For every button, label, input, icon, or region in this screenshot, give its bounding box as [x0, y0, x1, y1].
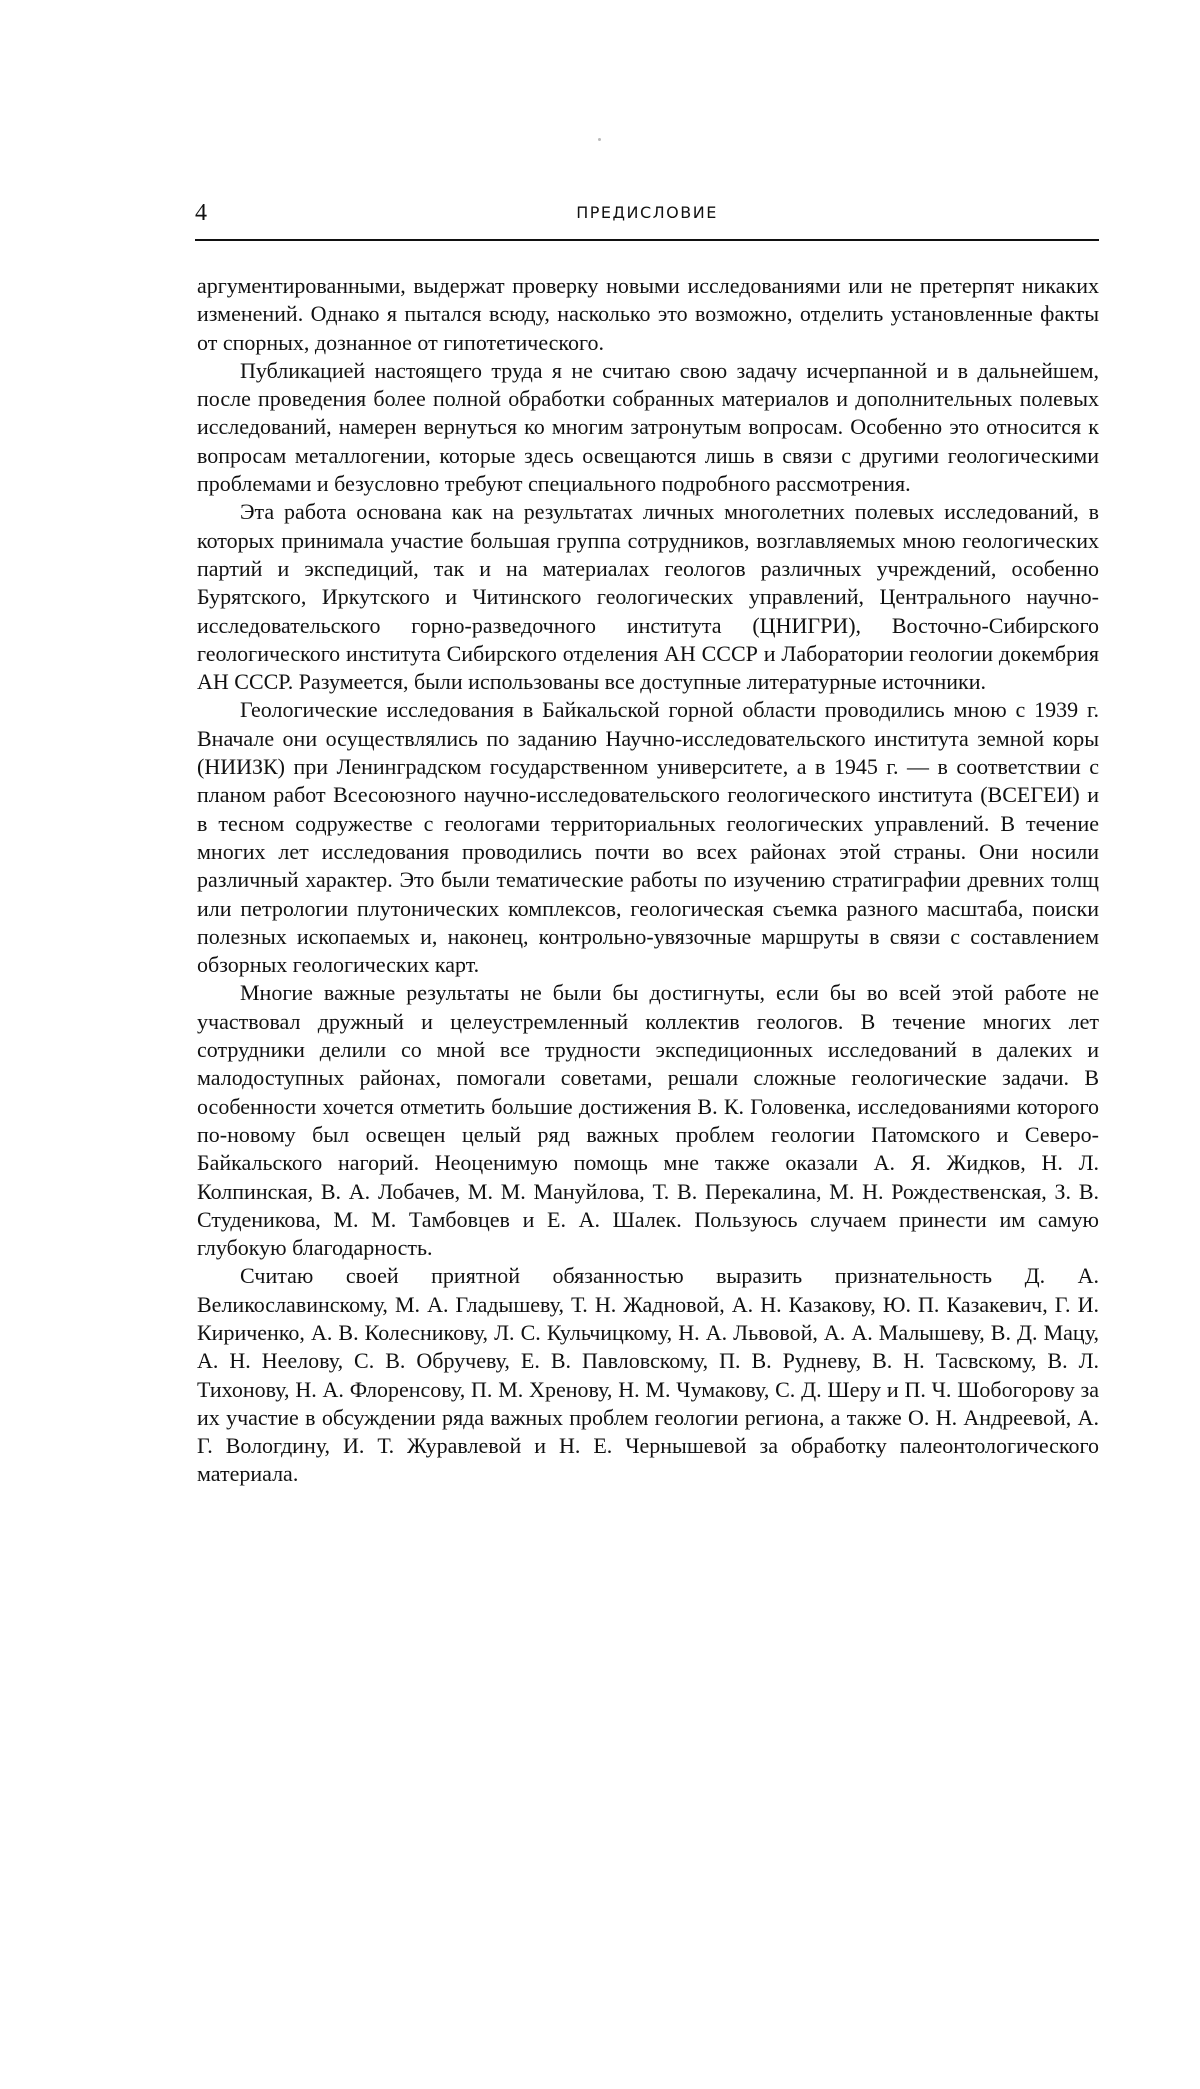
body-text — [197, 272, 1099, 1489]
book-page — [0, 0, 1200, 2089]
running-title: ПРЕДИСЛОВИЕ — [195, 202, 1099, 224]
scan-speck — [598, 138, 601, 141]
page-number: 4 — [195, 198, 207, 228]
paragraph: Геологические исследования в Байкальской горной области проводились мною с 1939 г. Вначале они осуществлялись по заданию Научно-исследовательского института земной коры (НИИЗК) при Ленинградском государственном университете, а в 1945 г. — в соответствии с планом работ Всесоюзного научно-исследовательского геологического института (ВСЕГЕИ) и в тесном содружестве с геологами территориальных геологических управлений. В течение многих лет исследования проводились почти во всех районах этой страны. Они носили различный характер. Это были тематические работы по изучению стратиграфии древних толщ или петрологии плутонических комплексов, геологическая съемка разного масштаба, поиски полезных ископаемых и, наконец, контрольно-увязочные маршруты в связи с составлением обзорных геологических карт. — [197, 696, 1099, 979]
paragraph: Многие важные результаты не были бы достигнуты, если бы во всей этой работе не участвовал дружный и целеустремленный коллектив геологов. В течение многих лет сотрудники делили со мной все трудности экспедиционных исследований в далеких и малодоступных районах, помогали советами, решали сложные геологические задачи. В особенности хочется отметить большие достижения В. К. Головенка, исследованиями которого по-новому был освещен целый ряд важных проблем геологии Патомского и Северо-Байкальского нагорий. Неоценимую помощь мне также оказали А. Я. Жидков, Н. Л. Колпинская, В. А. Лобачев, М. М. Мануйлова, Т. В. Перекалина, М. Н. Рождественская, З. В. Студеникова, М. М. Тамбовцев и Е. А. Шалек. Пользуюсь случаем принести им самую глубокую благодарность. — [197, 979, 1099, 1262]
paragraph-continued: аргументированными, выдержат проверку новыми исследованиями или не претерпят никаких изменений. Однако я пытался всюду, насколько это возможно, отделить установленные факты от спорных, дознанное от гипотетического. — [197, 272, 1099, 357]
header-rule — [195, 239, 1099, 241]
page-header — [195, 198, 1099, 234]
paragraph: Считаю своей приятной обязанностью выразить признательность Д. А. Великославинскому, М. А. Гладышеву, Т. Н. Жадновой, А. Н. Казакову, Ю. П. Казакевич, Г. И. Кириченко, А. В. Колесникову, Л. С. Кульчицкому, Н. А. Львовой, А. А. Малышеву, В. Д. Мацу, А. Н. Неелову, С. В. Обручеву, Е. В. Павловскому, П. В. Рудневу, В. Н. Тасвскому, В. Л. Тихонову, Н. А. Флоренсову, П. М. Хренову, Н. М. Чумакову, С. Д. Шеру и П. Ч. Шобогорову за их участие в обсуждении ряда важных проблем геологии региона, а также О. Н. Андреевой, А. Г. Вологдину, И. Т. Журавлевой и Н. Е. Чернышевой за обработку палеонтологического материала. — [197, 1262, 1099, 1488]
paragraph: Публикацией настоящего труда я не считаю свою задачу исчерпанной и в дальнейшем, после проведения более полной обработки собранных материалов и дополнительных полевых исследований, намерен вернуться ко многим затронутым вопросам. Особенно это относится к вопросам металлогении, которые здесь освещаются лишь в связи с другими геологическими проблемами и безусловно требуют специального подробного рассмотрения. — [197, 357, 1099, 498]
paragraph: Эта работа основана как на результатах личных многолетних полевых исследований, в которых принимала участие большая группа сотрудников, возглавляемых мною геологических партий и экспедиций, так и на материалах геологов различных учреждений, особенно Бурятского, Иркутского и Читинского геологических управлений, Центрального научно-исследовательского горно-разведочного института (ЦНИГРИ), Восточно-Сибирского геологического института Сибирского отделения АН СССР и Лаборатории геологии докембрия АН СССР. Разумеется, были использованы все доступные литературные источники. — [197, 498, 1099, 696]
